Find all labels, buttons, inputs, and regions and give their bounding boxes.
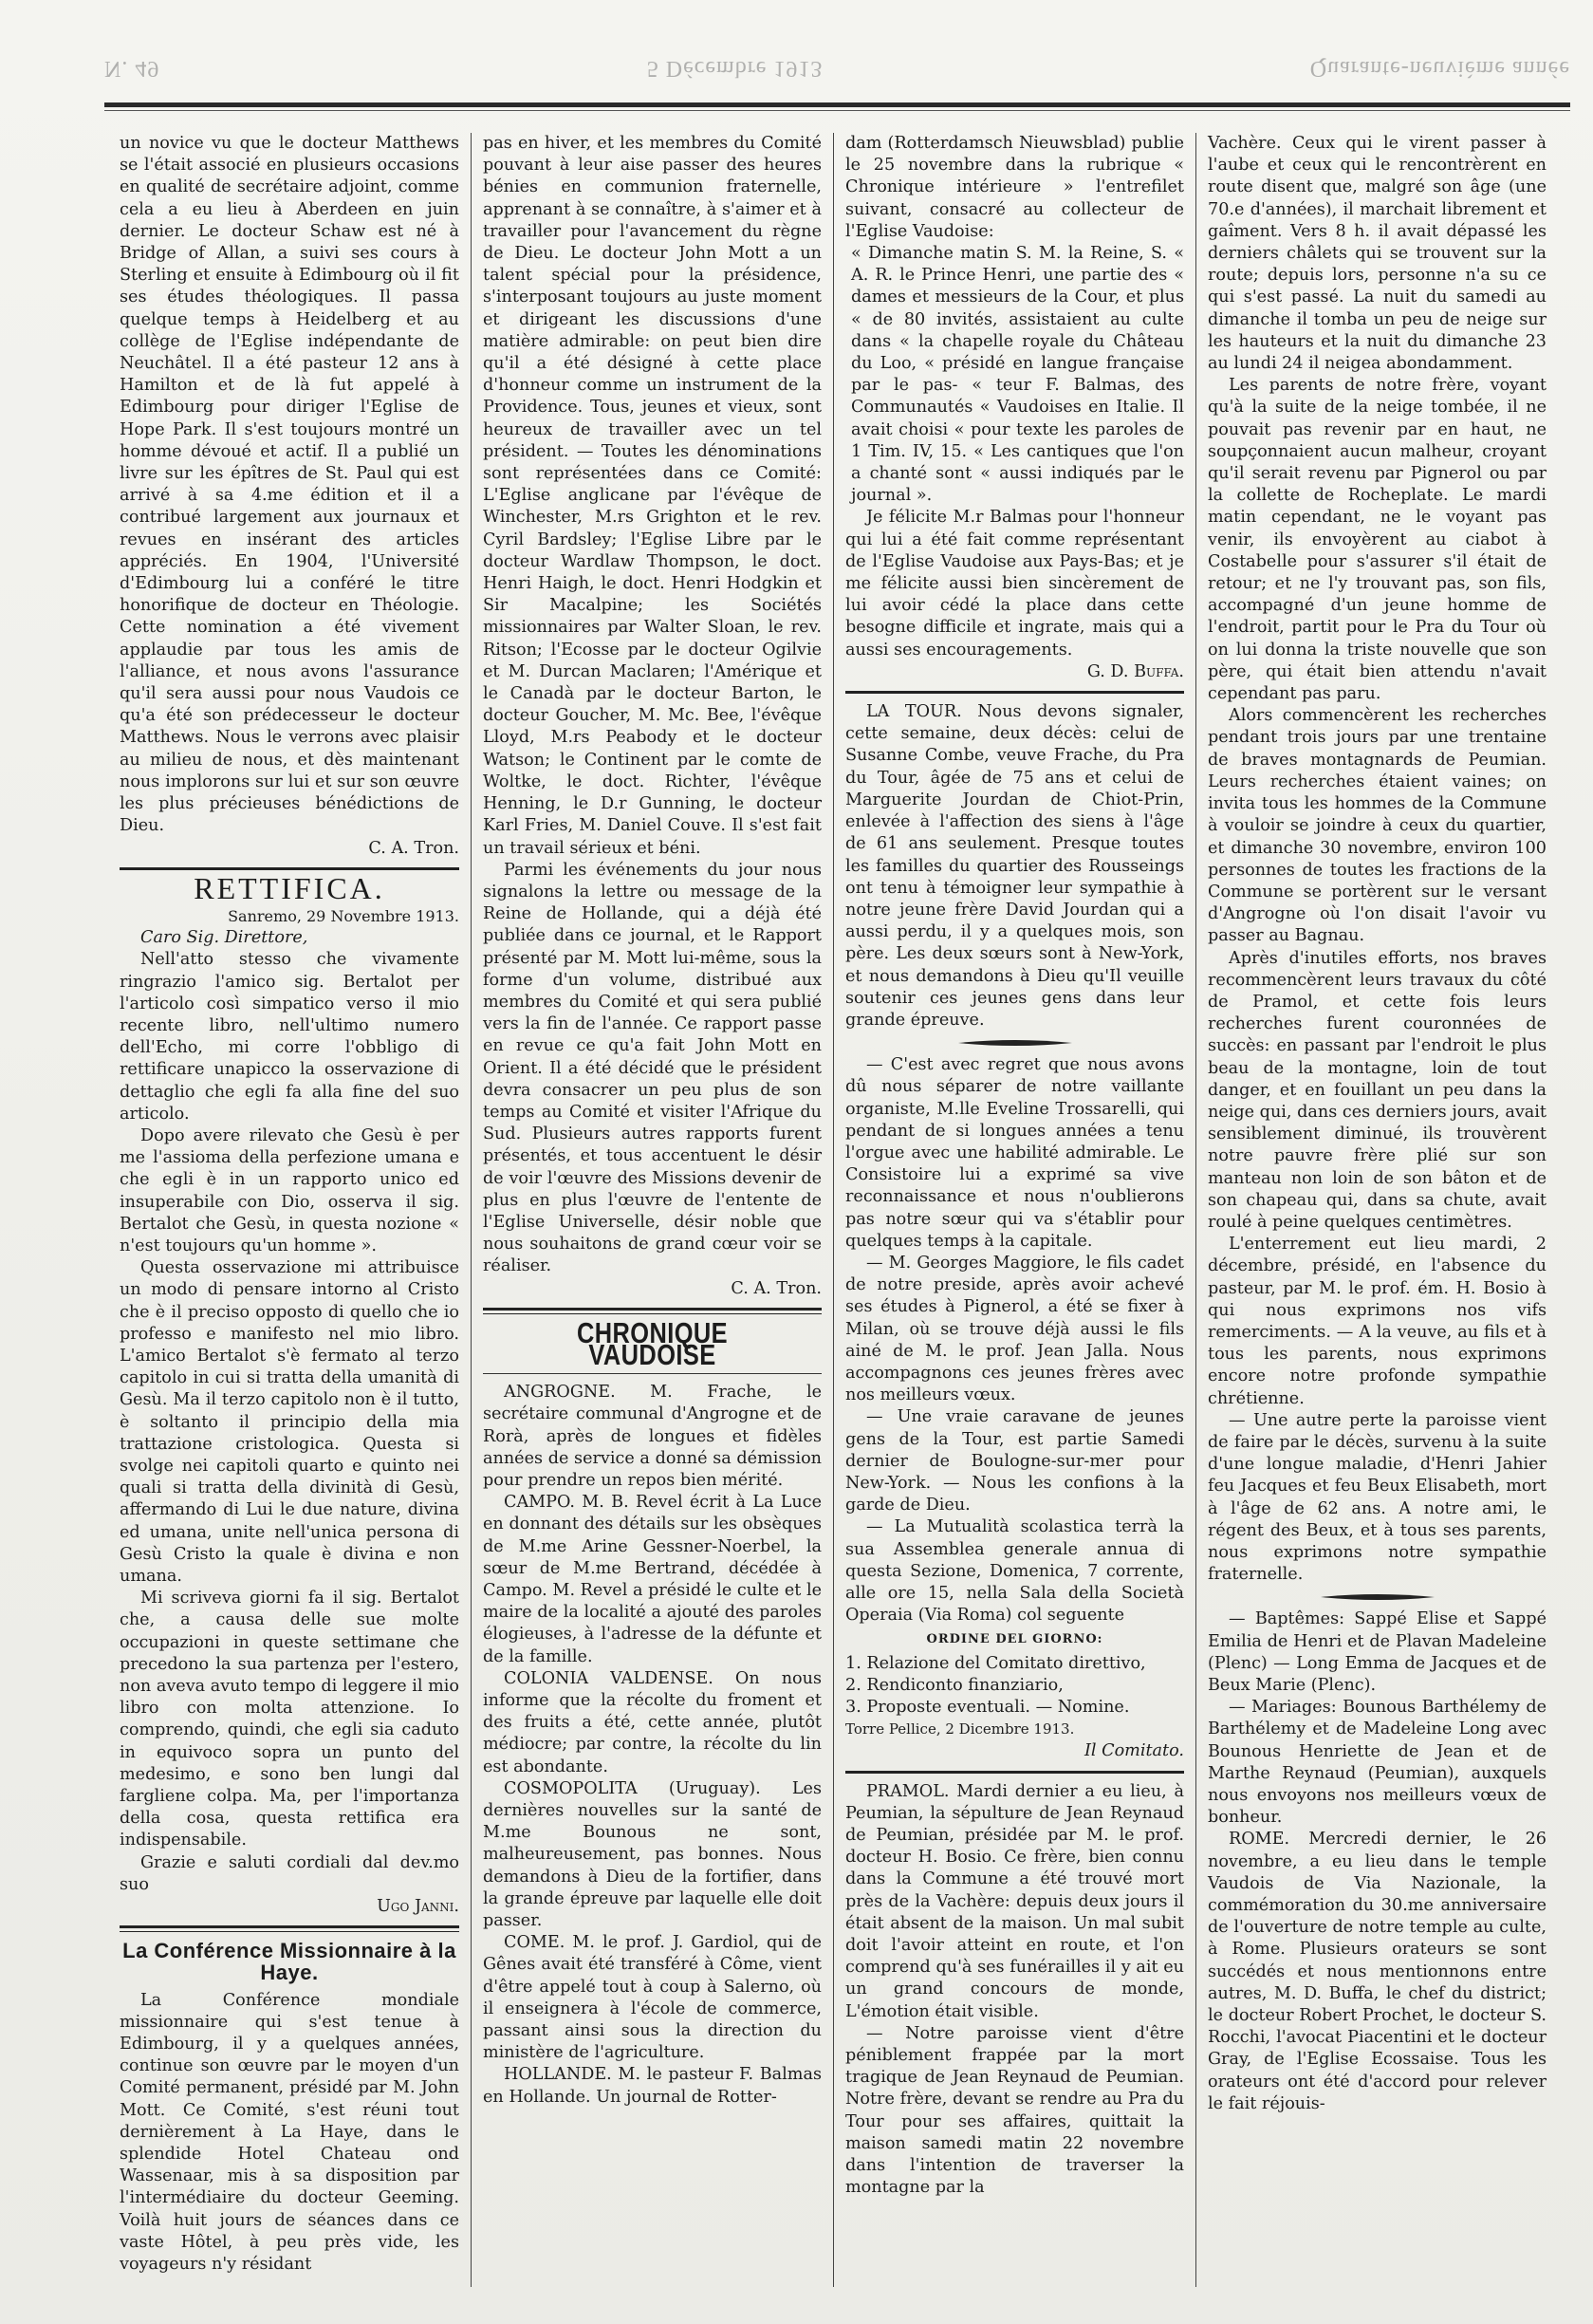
agenda-heading: ORDINE DEL GIORNO: — [926, 1632, 1103, 1647]
section-rule-double — [483, 1308, 822, 1314]
news-item-cosmopolita: COSMOPOLITA (Uruguay). Les dernières nouvelles sur la santé de M.me Bounous ne sont, malheureusement, pas bonnes. Nous demandons à Dieu de la fortifier, dans la grande épreuve par laquelle elle doit passer. — [483, 1778, 822, 1931]
section-rule — [845, 1771, 1184, 1774]
news-paragraph: L'enterrement eut lieu mardi, 2 décembre, présidé, en l'absence du pasteur, par M. le prof. ém. H. Bosio à qui nous exprimons nos vifs remerciments. — A la veuve, au fils et à tous les parents, nous exprimons encore notre profonde sympathie chrétienne. — [1208, 1235, 1547, 1408]
article-alliance-continued: un novice vu que le docteur Matthews se l'était associé en plusieurs occasions en qualité de secrétaire adjoint, comme cela a eu lieu à Aberdeen en juin dernier. Le docteur Schaw est né à Bridge of Allan, a suivi ses cours à Sterling et ensuite à Edimbourg où il fit ses études théologiques. Il passa quelque temps à Heidelberg et au collège de l'Eglise indépendante de Neuchâtel. Il a été pasteur 12 ans à Hamilton et de là fut appelé à Edimbourg pour diriger l'Eglise de Hope Park. Il s'est toujours montré un homme dévoué et actif. Il a publié un livre sur les épîtres de St. Paul qui est arrivé à sa 4.me édition et il a contribué largement aux journaux et revues en insérant des articles appréciés. En 1904, l'Université d'Edimbourg lui a conféré le titre honorifique de docteur en Théologie. Cette nomination a été vivement applaudie par tous les amis de l'alliance, et nous avons l'assurance qu'il sera aussi pour nous Vaudois ce qu'a été son prédecesseur le docteur Matthews. Nous le verrons avec plaisir au milieu de nous, et dès maintenant nous implorons sur lui et sur son œuvre les plus précieuses bénédictions de Dieu. — [120, 134, 459, 836]
signature: Il Comitato. — [1084, 1741, 1184, 1761]
section-rule — [845, 691, 1184, 694]
news-item-come: COME. M. le prof. J. Gardiol, qui de Gênes avait été transféré à Côme, vient d'être appelé tout à coup à Salerno, où il enseignera à l'école de commerce, passant ainsi sous la direction du ministère de l'agriculture. — [483, 1933, 822, 2063]
signature: G. D. Buffa. — [1086, 661, 1184, 681]
rettifica-paragraph: Questa osservazione mi attribuisce un modo di pensare intorno al Cristo che è il preciso opposto di quello che io professo e manifesto nel mio libro. L'amico Bertalot s'è fermato al terzo capitolo in cui si tratta della umanità di Gesù. Ma il terzo capitolo non è il tutto, è soltanto il principio della mia trattazione cristologica. Questa si svolge nei capitoli quarto e quinto nei quali si tratta della divinità di Gesù, affermando di Lui le due nature, divina ed umana, unite nell'unica persona di Gesù Cristo la quale è divina e non umana. — [120, 1258, 459, 1586]
columns — [108, 133, 1560, 2287]
quoted-report: « Dimanche matin S. M. la Reine, S. « A. R. le Prince Henri, une partie des « dames et messieurs de la Cour, et plus « de 80 invités, assistaient au culte dans « la chapelle royale du Château du Loo, « présidé en langue française par le pas- « teur F. Balmas, des Communautés « Vaudoises en Italie. Il avait choisi « pour texte les paroles de 1 Tim. IV, 15. « Les cantiques que l'on a chanté sont « aussi indiqués par le journal ». — [851, 244, 1184, 506]
news-paragraph: — La Mutualità scolastica terrà la sua Assemblea generale annua di questa Sezione, Domenica, 7 corrente, alle ore 15, nella Sala della Società Operaia (Via Roma) col seguente — [845, 1517, 1184, 1626]
header-rule-thin — [104, 110, 1570, 111]
news-paragraph-mariages: — Mariages: Bounous Barthélemy de Barthélemy et de Madeleine Long avec Bounous Henriette de Jean et de Marthe Reynaud (Peumian), auxquels nous envoyons nos meilleurs vœux de bonheur. — [1208, 1698, 1547, 1828]
column-4 — [1195, 133, 1558, 2287]
news-item-hollande: HOLLANDE. M. le pasteur F. Balmas en Hollande. Un journal de Rotter- — [483, 2065, 822, 2107]
news-item-pramol: PRAMOL. Mardi dernier a eu lieu, à Peumian, la sépulture de Jean Reynaud de Peumian, présidée par M. le prof. docteur H. Bosio. Ce frère, bien connu dans la Commune a été trouvé mort près de la Vachère: depuis deux jours il était absent de la maison. Un mal subit doit l'avoir atteint en route, et l'on comprend qu'à ses funérailles il y ait eu un grand concours de monde, L'émotion était visible. — [845, 1781, 1184, 2021]
news-paragraph-baptemes: — Baptêmes: Sappé Elise et Sappé Emilia de Henri et de Plavan Madeleine (Plenc) — Long Emma de Jacques et de Beux Marie (Plenc). — [1208, 1609, 1547, 1696]
news-item-rome: ROME. Mercredi dernier, le 26 novembre, a eu lieu dans le temple Vaudois de Via Nazionale, la commémoration du 30.me anniversaire de l'ouverture de notre temple au culte, à Rome. Plusieurs orateurs se sont succédés et nous mentionnons entre autres, M. D. Buffa, le chef du district; le docteur Robert Prochet, le docteur S. Rocchi, l'avocat Piacentini et le docteur Gray, de l'Eglise Ecossaise. Tous les orateurs ont été d'accord pour relever le fait réjouis- — [1208, 1830, 1547, 2113]
news-item-colonia-valdense: COLONIA VALDENSE. On nous informe que la récolte du froment et des fruits a été, cette année, plutôt médiocre; par contre, la récolte du lin est abondante. — [483, 1668, 822, 1776]
news-paragraph: — Une autre perte la paroisse vient de faire par le décès, survenu à la suite d'une longue maladie, d'Henri Jahier feu Jacques et feu Beux Elisabeth, mort à l'âge de 62 ans. A notre ami, le régent des Beux, et à tous ses parents, nous exprimons notre sympathie fraternelle. — [1208, 1410, 1547, 1585]
news-paragraph: Les parents de notre frère, voyant qu'à la suite de la neige tombée, il ne pouvait pas revenir par en haut, ne soupçonnaient aucun malheur, croyant qu'il serait revenu par Pignerol ou par la collette de Rocheplate. Le mardi matin cependant, ne le voyant pas venir, ils envoyèrent au ciabot à Costabelle pour s'assurer s'il était de retour; et ne l'y trouvant pas, son fils, accompagné d'un jeune homme de l'endroit, partit pour le Pra du Tour où on lui donna la triste nouvelle que son père, qui était bien attendu n'avait cependant pas paru. — [1208, 376, 1547, 704]
rettifica-paragraph: Mi scriveva giorni fa il sig. Bertalot che, a causa delle sue molte occupazioni in queste settimane che precedono la sua partenza per l'estero, non aveva avuto tempo di leggere il mio libro con molta attenzione. Io comprendo, quindi, che egli sia caduto in equivoco sopra un punto del medesimo, e sono ben lungi dal fargliene colpa. Ma, per l'importanza della cosa, questa rettifica era indispensabile. — [120, 1589, 459, 1850]
agenda-item: 1. Relazione del Comitato direttivo, — [845, 1653, 1146, 1673]
conference-paragraph-continued: pas en hiver, et les membres du Comité pouvant à leur aise passer des heures bénies en communion fraternelle, apprenant à se connaître, à s'aimer et à travailler pour l'avancement du règne de Dieu. Le docteur John Mott a un talent spécial pour la présidence, s'interposant toujours au juste moment et dirigeant les discussions d'une matière admirable: on peut bien dire qu'il a été désigné à cette place d'honneur comme un instrument de la Providence. Tous, jeunes et vieux, sont heureux de travailler avec un tel président. — Toutes les dénominations sont représentées dans ce Comité: L'Eglise anglicane par l'évêque de Winchester, M.rs Grighton et le rev. Cyril Bardsley; l'Eglise Libre par le docteur Wardlaw Thompson, le doct. Henri Haigh, le doct. Henri Hodgkin et Sir Macalpine; les Sociétés missionnaires par Walter Sloan, le rev. Ritson; l'Ecosse par le docteur Ogilvie et M. Durcan Maclaren; l'Amérique et le Canadà par le docteur Barton, le docteur Goucher, M. Mc. Bee, l'évêque Lloyd, M.rs Peabody et le docteur Watson; le Continent par le comte de Woltke, le doct. Richter, l'évêque Henning, le D.r Gunning, le docteur Karl Fries, M. Daniel Couve. Il s'est fait un travail sérieux et béni. — [483, 134, 822, 858]
conference-paragraph: La Conférence mondiale missionnaire qui s'est tenue à Edimbourg, il y a quelques années, continue son œuvre par le moyen d'un Comité permanent, présidé par M. John Mott. Ce Comité, s'est réuni tout dernièrement à La Haye, dans le splendide Hotel Chateau ond Wassenaar, mis à sa disposition par l'intermédiaire du docteur Geeming. Voilà huit jours de séances dans ce vaste Hôtel, à peu près vide, les voyageurs n'y résidant — [120, 1990, 459, 2275]
header-rule — [104, 102, 1570, 107]
rettifica-paragraph: Nell'atto stesso che vivamente ringrazio l'amico sig. Bertalot per l'articolo così simpatico verso il mio recente libro, nell'ultimo numero dell'Echo, mi corre l'obbligo di rettificare unapicco la osservazione di dettaglio che egli fa alla fine del suo articolo. — [120, 950, 459, 1124]
rettifica-title: RETTIFICA. — [194, 870, 385, 905]
conference-title: La Conférence Missionnaire à la Haye. — [122, 1939, 456, 1985]
signature: C. A. Tron. — [368, 838, 459, 858]
news-paragraph: — C'est avec regret que nous avons dû nous séparer de notre vaillante organiste, M.lle Eveline Trossarelli, qui pendant de si longues années a tenu l'orgue avec une habilité admirable. Le Consistoire lui a exprimé sa vive reconnaissance et nous n'oublierons pas notre sœur qui va s'établir pour quelques temps à la capitale. — [845, 1055, 1184, 1251]
agenda-item: 3. Proposte eventuali. — Nomine. — [845, 1698, 1130, 1718]
section-rule — [120, 867, 459, 870]
news-paragraph: — Une vraie caravane de jeunes gens de la Tour, est partie Samedi dernier de Boulogne-sur-mer pour New-York. — Nous les confions à la garde de Dieu. — [845, 1407, 1184, 1515]
rettifica-dateline: Sanremo, 29 Novembre 1913. — [228, 906, 459, 925]
agenda-item: 2. Rendiconto finanziario, — [845, 1675, 1064, 1695]
conference-paragraph: Parmi les événements du jour nous signalons la lettre ou message de la Reine de Hollande, qui a déjà été publiée dans ce journal, et le Rapport présenté par M. Mott lui-même, sous la forme d'un volume, distribué aux membres du Comité et qui sera publié vers la fin de l'année. Ce rapport passe en revue ce qu'a fait John Mott en Orient. Il a été décidé que le président devra consacrer un peu plus de son temps au Comité et visiter l'Afrique du Sud. Plusieurs autres rapports furent présentés, et tous accentuent le désir de voir l'œuvre des Missions devenir de plus en plus l'œuvre de l'entente de l'Eglise Universelle, désir noble que nous souhaitons de grand cœur voir se réaliser. — [483, 860, 822, 1276]
news-paragraph: Après d'inutiles efforts, nos braves recommencèrent leurs travaux du côté de Pramol, et cette fois leurs recherches furent couronnées de succès: en passant par l'endroit le plus beau de la montagne, loin de tout danger, et en fouillant un peu dans la neige qui, dans ces derniers jours, avait sensiblement diminué, ils trouvèrent notre pauvre frère plié sur son manteau non loin de son bâton et de son chapeau qui, dans sa chute, avait roulé à peine quelques centimètres. — [1208, 948, 1547, 1232]
news-paragraph: — Notre paroisse vient d'être péniblement frappée par la mort tragique de Jean Reynaud de Peumian. Notre frère, devant se rendre au Pra du Tour pour ses affaires, quittait la maison samedi matin 22 novembre dans l'intention de traverser la montagne par la — [845, 2023, 1184, 2198]
signature: Ugo Janni. — [377, 1897, 459, 1917]
news-paragraph: Alors commencèrent les recherches pendant trois jours par une trentaine de braves montagnards de Peumian. Leurs recherches étaient vaines; on invita tous les hommes de la Commune à vouloir se joindre à ceux du quartier, et dimanche 30 novembre, environ 100 personnes de toutes les fractions de la Commune se portèrent sur le versant d'Angrogne où l'on disait l'avoir vu passer au Bagnau. — [1208, 706, 1547, 946]
news-paragraph: Je félicite M.r Balmas pour l'honneur qui lui a été fait comme représentant de l'Eglise Vaudoise aux Pays-Bas; et je me félicite aussi bien sincèrement de lui avoir cédé la place dans cette besogne difficile et ingrate, mais qui a aussi ses encouragements. — [845, 508, 1184, 660]
rettifica-paragraph: Dopo avere rilevato che Gesù è per me l'assioma della perfezione umana e che egli è in un rapporto unico ed insuperabile con Dio, osserva il sig. Bertalot che Gesù, in questa nozione « n'est toujours qu'un homme ». — [120, 1125, 459, 1255]
rettifica-closing: Grazie e saluti cordiali dal dev.mo suo — [120, 1852, 459, 1894]
rettifica-salutation: Caro Sig. Direttore, — [140, 928, 308, 948]
column-1 — [108, 133, 471, 2287]
column-2 — [471, 133, 833, 2287]
volume-year: Quarante-neuvième année — [1309, 56, 1570, 82]
news-item-campo: CAMPO. M. B. Revel écrit à La Luce en donnant des détails sur les obsèques de M.me Arine Gessner-Noerbel, la sœur de M.me Bertrand, décédée à Campo. M. Revel a présidé le culte et le maire de la localité a ajouté des paroles élogieuses, à l'adresse de la défunte et de la famille. — [483, 1493, 822, 1666]
signature: C. A. Tron. — [731, 1278, 822, 1298]
issue-date: 5 Décembre 1913 — [646, 56, 824, 82]
news-paragraph: — M. Georges Maggiore, le fils cadet de notre preside, après avoir achevé ses études à Pignerol, a été se fixer à Milan, où se trouve déjà aussi le fils ainé de M. le prof. Jean Jalla. Nous accompagnons ces jeunes frères avec nos meilleurs vœux. — [845, 1253, 1184, 1405]
agenda-dateline: Torre Pellice, 2 Dicembre 1913. — [845, 1720, 1075, 1738]
flourish-divider-icon — [1321, 1593, 1435, 1601]
news-item-pramol-continued: Vachère. Ceux qui le virent passer à l'aube et ceux qui le rencontrèrent en route disent que, malgré son âge (une 70.e d'années), il marchait librement et gaîment. Vers 8 h. il avait dépassé les derniers châlets qui se trouvent sur la route; depuis lors, personne n'a su ce qui s'est passé. La nuit du samedi au dimanche il tomba un peu de neige sur les hauteurs et la nuit du dimanche 23 au lundi 24 il neigea abondamment. — [1208, 134, 1547, 374]
news-item-angrogne: ANGROGNE. M. Frache, le secrétaire communal d'Angrogne et de Rorà, après de longues et fidèles années de service a donné sa démission pour prendre un repos bien mérité. — [483, 1383, 822, 1490]
column-3 — [833, 133, 1195, 2287]
section-rule — [483, 1373, 822, 1374]
news-item-la-tour: LA TOUR. Nous devons signaler, cette semaine, deux décès: celui de Susanne Combe, veuve Frache, du Pra du Tour, âgée de 75 ans et celui de Marguerite Jourdan de Chiot-Prin, enlevée à l'affection des siens à l'âge de 61 ans seulement. Presque toutes les familles du quartier des Rousseings ont tenu à témoigner leur sympathie à notre jeune frère David Jourdan qui a aussi perdu, il y a quelques mois, son père. Les deux sœurs sont à New-York, et nous demandons à Dieu qu'Il veuille soutenir ces jeunes gens dans leur grande épreuve. — [845, 702, 1184, 1030]
chronique-vaudoise-title: CHRONIQUE VAUDOISE — [576, 1315, 729, 1371]
running-head-mirrored — [104, 49, 1570, 87]
flourish-divider-icon — [958, 1039, 1072, 1047]
news-item-hollande-continued: dam (Rotterdamsch Nieuwsblad) publie le 25 novembre dans la rubrique « Chronique intérieure » l'entrefilet suivant, consacré au collecteur de l'Eglise Vaudoise: — [845, 134, 1184, 241]
section-rule-double — [120, 1925, 459, 1932]
issue-number: N. 49 — [104, 56, 160, 82]
